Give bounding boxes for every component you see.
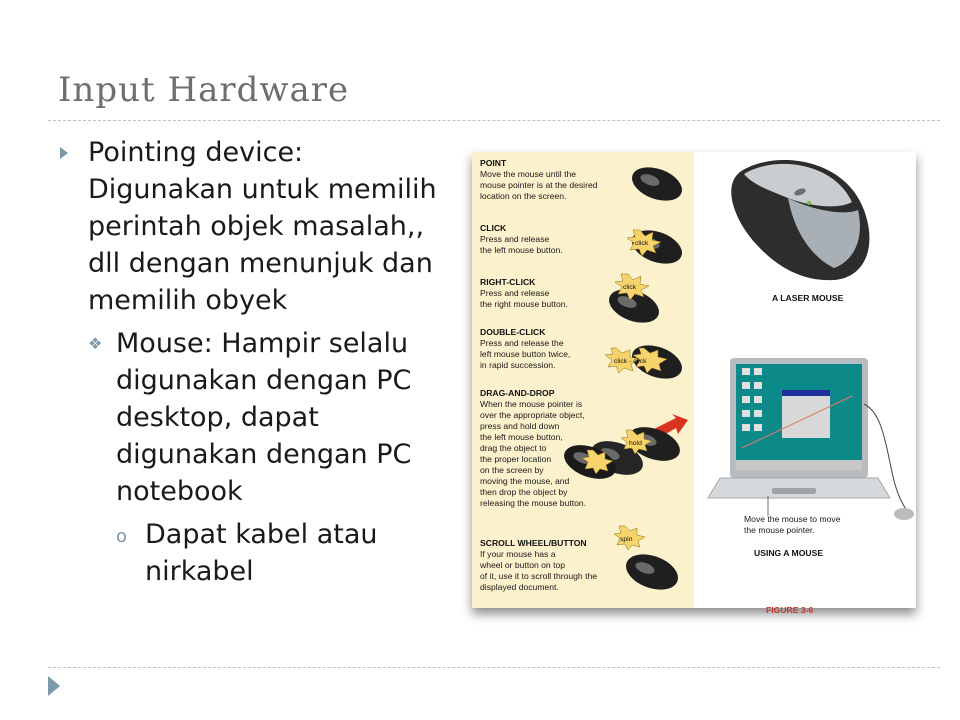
- drag-callout: hold: [629, 440, 642, 447]
- bullet-line: digunakan dengan PC: [116, 439, 412, 470]
- click-heading: CLICK: [480, 223, 507, 233]
- click-text: Press and release: [480, 234, 550, 244]
- using-mouse-caption: USING A MOUSE: [754, 548, 824, 558]
- drag-text: then drop the object by: [480, 487, 568, 497]
- click-text: the left mouse button.: [480, 245, 563, 255]
- scroll-text: displayed document.: [480, 582, 559, 592]
- bullet-line: dll dengan menunjuk dan: [88, 248, 433, 279]
- title-divider: [48, 120, 940, 121]
- diamond-bullet-icon: ❖: [88, 334, 103, 353]
- drag-text: drag the object to: [480, 443, 547, 453]
- bullet-line: desktop, dapat: [116, 402, 319, 433]
- figure-label: FIGURE 3-6: [766, 605, 814, 615]
- bullet-wired-wireless: [116, 516, 460, 590]
- bullet-line: Digunakan untuk memilih: [88, 174, 437, 205]
- move-note: Move the mouse to move: [744, 514, 841, 524]
- double-click-text: left mouse button twice,: [480, 349, 571, 359]
- laser-mouse-image: [731, 160, 869, 280]
- mouse-usage-figure: [472, 152, 916, 615]
- notebook-image: [708, 358, 914, 520]
- circle-bullet-icon: o: [116, 526, 128, 547]
- bullet-pointing-device: [60, 134, 460, 319]
- drag-heading: DRAG-AND-DROP: [480, 388, 555, 398]
- bullet-line: memilih obyek: [88, 285, 288, 316]
- right-click-callout: click: [623, 284, 637, 291]
- double-click-text: in rapid succession.: [480, 360, 556, 370]
- bullet-list: [60, 134, 460, 590]
- bullet-line: digunakan dengan PC: [116, 365, 412, 396]
- click-callout: click: [635, 240, 649, 247]
- bullet-line: nirkabel: [145, 556, 254, 587]
- move-note: the mouse pointer.: [744, 525, 815, 535]
- right-click-text: Press and release: [480, 288, 550, 298]
- triangle-bullet-icon: [60, 147, 68, 159]
- scroll-text: wheel or button on top: [480, 560, 566, 570]
- bullet-line: Mouse: Hampir selalu: [116, 328, 409, 359]
- drag-text: the proper location: [480, 454, 552, 464]
- right-click-text: the right mouse button.: [480, 299, 568, 309]
- laser-mouse-caption: A LASER MOUSE: [772, 293, 844, 303]
- scroll-heading: SCROLL WHEEL/BUTTON: [480, 538, 587, 548]
- double-click-heading: DOUBLE-CLICK: [480, 327, 546, 337]
- drag-text: press and hold down: [480, 421, 560, 431]
- scroll-text: If your mouse has a: [480, 549, 556, 559]
- slide-nav-arrow-icon[interactable]: [48, 676, 60, 696]
- scroll-callout: spin: [620, 536, 633, 543]
- bullet-line: perintah objek masalah,,: [88, 211, 425, 242]
- double-click-text: Press and release the: [480, 338, 564, 348]
- right-click-heading: RIGHT-CLICK: [480, 277, 536, 287]
- bullet-line: Pointing device:: [88, 137, 304, 168]
- point-text: mouse pointer is at the desired: [480, 180, 598, 190]
- drag-text: releasing the mouse button.: [480, 498, 587, 508]
- point-text: Move the mouse until the: [480, 169, 577, 179]
- double-click-callout: click - click: [614, 358, 647, 365]
- slide-title: Input Hardware: [58, 70, 350, 110]
- drag-text: moving the mouse, and: [480, 476, 570, 486]
- drag-text: on the screen by: [480, 465, 544, 475]
- drag-text: When the mouse pointer is: [480, 399, 583, 409]
- bullet-mouse: [88, 325, 460, 510]
- point-heading: POINT: [480, 158, 507, 168]
- footer-divider: [48, 667, 940, 668]
- drag-text: over the appropriate object,: [480, 410, 585, 420]
- scroll-text: of it, use it to scroll through the: [480, 571, 598, 581]
- bullet-line: Dapat kabel atau: [145, 519, 378, 550]
- point-text: location on the screen.: [480, 191, 567, 201]
- drag-text: the left mouse button,: [480, 432, 563, 442]
- bullet-line: notebook: [116, 476, 243, 507]
